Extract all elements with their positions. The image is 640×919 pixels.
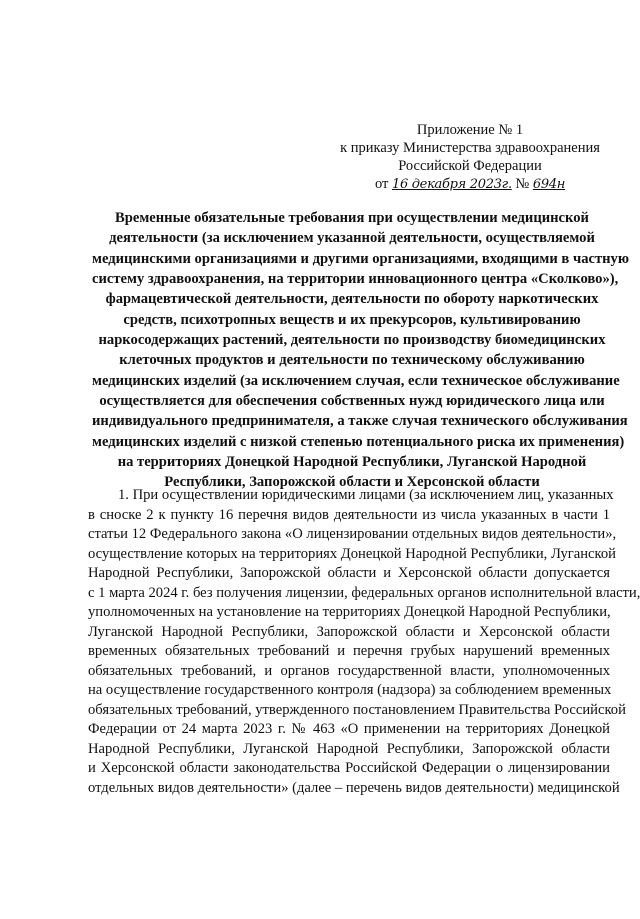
body-line: на осуществление государственного контроля (надзора) за соблюдением временных (88, 682, 612, 698)
date-prefix: от (374, 176, 389, 192)
title-line: индивидуального предпринимателя, а также случая технического обслуживания (92, 413, 628, 430)
appendix-label: Приложение № 1 (416, 122, 524, 138)
number-sign: № (515, 176, 530, 192)
body-line: отдельных видов деятельности» (далее – перечень видов деятельности) медицинской (88, 779, 620, 796)
title-line: медицинских изделий (за исключением случая, если техническое обслуживание (92, 372, 620, 389)
body-line: статьи 12 Федерального закона «О лицензировании отдельных видов деятельности», (88, 526, 617, 542)
order-reference: к приказу Министерства здравоохранения (340, 140, 600, 156)
body-line: 1. При осуществлении юридическими лицами (за исключением лиц, указанных (118, 487, 614, 503)
title-line: медицинскими организациями и другими организациями, входящими в частную (92, 250, 629, 267)
body-line: обязательных требований, утвержденного постановлением Правительства Российской (88, 701, 626, 718)
body-line: Народной Республики, Запорожской области и Херсонской области допускается (88, 565, 610, 581)
body-paragraph (88, 486, 640, 798)
body-line: с 1 марта 2024 г. без получения лицензии, федеральных органов исполнительной власти, (88, 584, 640, 601)
title-line: на территориях Донецкой Народной Республики, Луганской Народной (117, 454, 587, 471)
title-line: медицинских изделий с низкой степенью потенциального риска их применения) (92, 433, 625, 450)
body-line: Луганской Народной Республики, Запорожской области и Херсонской области (88, 623, 610, 640)
title-line: средств, психотропных веществ и их прекурсоров, культивированию (123, 311, 581, 328)
body-line: обязательных требований, и органов государственной власти, уполномоченных (88, 662, 610, 679)
document-title (92, 208, 629, 493)
handwritten-date: 16 декабря 2023г. (391, 177, 512, 192)
body-line: Народной Республики, Луганской Народной Республики, Запорожской области (88, 740, 610, 757)
order-date-line (330, 175, 610, 194)
body-line: осуществление которых на территориях Донецкой Народной Республики, Луганской (88, 545, 616, 562)
title-line: деятельности (за исключением указанной деятельности, осуществляемой (109, 230, 595, 247)
federation-label: Российской Федерации (398, 158, 542, 174)
title-line: осуществляется для обеспечения собственных нужд юридического лица или (99, 393, 605, 410)
title-line: систему здравоохранения, на территории инновационного центра «Сколково»), (92, 271, 619, 288)
body-line: уполномоченных на установление на территориях Донецкой Народной Республики, (88, 604, 611, 620)
body-line: Федерации от 24 марта 2023 г. № 463 «О применении на территориях Донецкой (88, 721, 610, 737)
body-line: временных обязательных требований и перечня грубых нарушений временных (88, 643, 610, 659)
title-line: Республики, Запорожской области и Херсонской области (164, 474, 540, 491)
body-line: и Херсонской области законодательства Российской Федерации о лицензировании (88, 760, 610, 776)
handwritten-number: 694н (532, 177, 566, 192)
title-line: Временные обязательные требования при осуществлении медицинской (115, 210, 589, 226)
title-line: фармацевтической деятельности, деятельности по обороту наркотических (105, 291, 599, 308)
title-line: клеточных продуктов и деятельности по техническому обслуживанию (119, 352, 585, 369)
body-line: в сноске 2 к пункту 16 перечня видов деятельности из числа указанных в части 1 (88, 506, 610, 523)
title-line: наркосодержащих растений, деятельности по производству биомедицинских (98, 332, 606, 349)
